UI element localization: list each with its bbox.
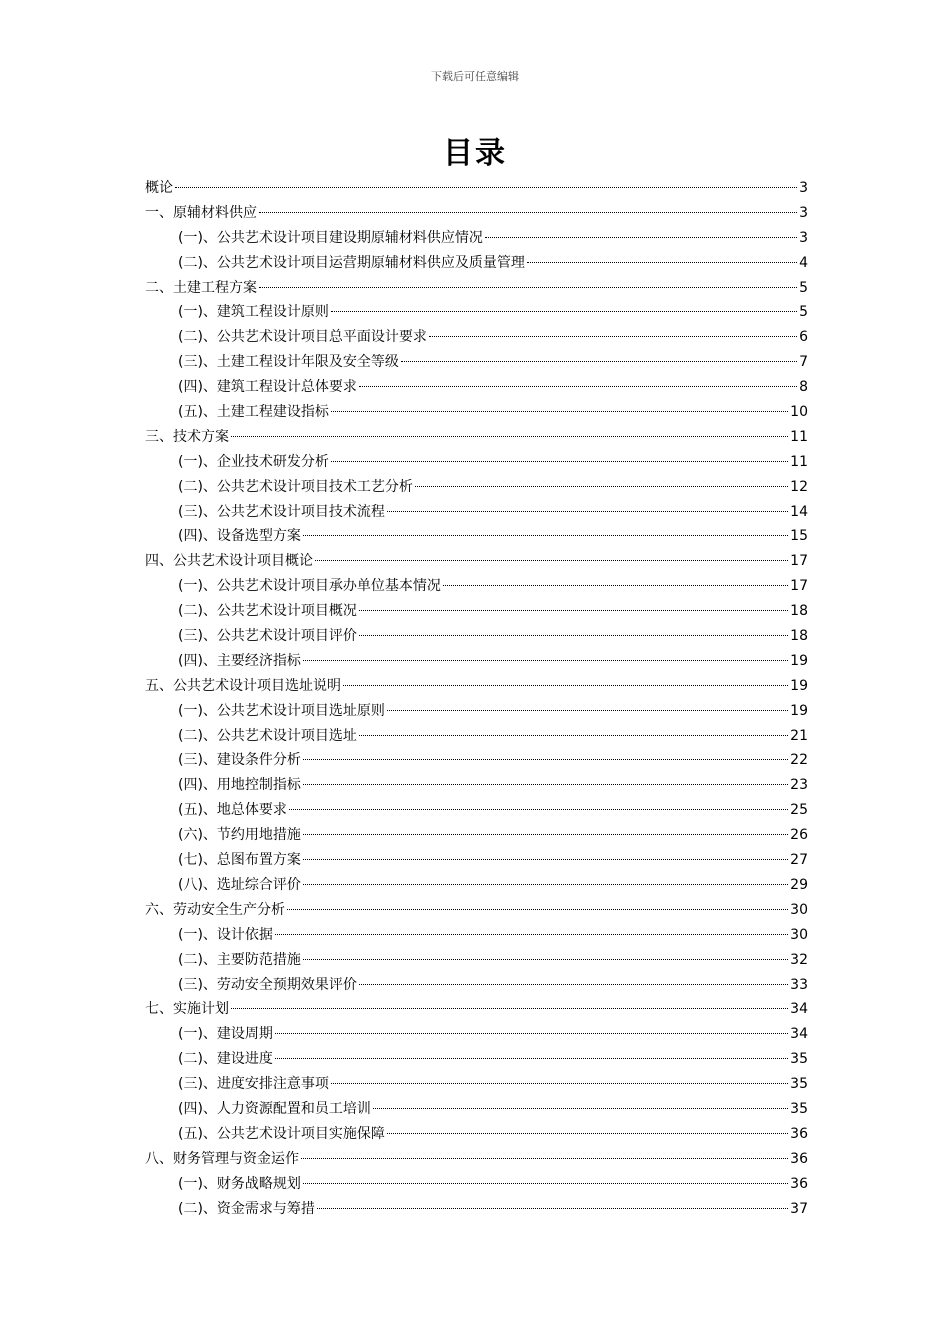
toc-entry[interactable] — [145, 276, 808, 301]
toc-entry-page: 36 — [790, 1150, 808, 1167]
toc-entry-label: (三)、公共艺术设计项目评价 — [178, 628, 357, 645]
toc-entry[interactable] — [145, 325, 808, 350]
toc-entry[interactable] — [145, 350, 808, 375]
toc-dot-leader — [275, 934, 788, 935]
toc-entry[interactable] — [145, 773, 808, 798]
toc-entry-page: 23 — [790, 777, 808, 794]
toc-dot-leader — [359, 735, 788, 736]
toc-entry-page: 3 — [799, 204, 808, 221]
toc-entry[interactable] — [145, 599, 808, 624]
toc-entry-page: 4 — [799, 254, 808, 271]
toc-dot-leader — [275, 1033, 788, 1034]
toc-entry-page: 8 — [799, 379, 808, 396]
toc-entry-label: (二)、公共艺术设计项目运营期原辅材料供应及质量管理 — [178, 254, 525, 271]
toc-entry-label: (二)、公共艺术设计项目选址 — [178, 727, 357, 744]
toc-dot-leader — [359, 984, 788, 985]
toc-dot-leader — [401, 361, 797, 362]
toc-entry[interactable] — [145, 1122, 808, 1147]
toc-entry[interactable] — [145, 475, 808, 500]
toc-dot-leader — [303, 884, 788, 885]
toc-entry[interactable] — [145, 524, 808, 549]
toc-entry-page: 22 — [790, 752, 808, 769]
toc-dot-leader — [303, 660, 788, 661]
table-of-contents — [145, 176, 808, 1221]
toc-dot-leader — [275, 1058, 788, 1059]
toc-entry-label: (一)、建设周期 — [178, 1026, 273, 1043]
toc-entry-page: 17 — [790, 553, 808, 570]
toc-dot-leader — [289, 809, 788, 810]
toc-entry-page: 18 — [790, 628, 808, 645]
toc-dot-leader — [387, 1133, 788, 1134]
toc-entry[interactable] — [145, 450, 808, 475]
toc-entry-label: (三)、公共艺术设计项目技术流程 — [178, 503, 385, 520]
toc-entry[interactable] — [145, 176, 808, 201]
toc-dot-leader — [359, 635, 788, 636]
toc-entry-page: 32 — [790, 951, 808, 968]
toc-entry[interactable] — [145, 1022, 808, 1047]
toc-entry[interactable] — [145, 923, 808, 948]
toc-entry-label: (七)、总图布置方案 — [178, 852, 301, 869]
toc-entry[interactable] — [145, 624, 808, 649]
toc-dot-leader — [331, 311, 797, 312]
toc-dot-leader — [303, 1183, 788, 1184]
toc-entry-label: (一)、财务战略规划 — [178, 1175, 301, 1192]
toc-dot-leader — [359, 610, 788, 611]
toc-entry[interactable] — [145, 549, 808, 574]
toc-dot-leader — [303, 834, 788, 835]
toc-dot-leader — [415, 486, 788, 487]
page-header: 下载后可任意编辑 — [431, 70, 519, 83]
toc-entry-page: 34 — [790, 1026, 808, 1043]
toc-entry[interactable] — [145, 201, 808, 226]
toc-dot-leader — [527, 262, 797, 263]
toc-entry-label: (三)、土建工程设计年限及安全等级 — [178, 354, 399, 371]
toc-entry[interactable] — [145, 226, 808, 251]
toc-dot-leader — [315, 560, 788, 561]
toc-entry-label: 四、公共艺术设计项目概论 — [145, 553, 313, 570]
toc-entry[interactable] — [145, 674, 808, 699]
toc-entry-label: (五)、土建工程建设指标 — [178, 404, 329, 421]
toc-entry[interactable] — [145, 699, 808, 724]
toc-entry-page: 19 — [790, 652, 808, 669]
toc-entry-label: (四)、建筑工程设计总体要求 — [178, 379, 357, 396]
toc-entry[interactable] — [145, 500, 808, 525]
toc-entry[interactable] — [145, 300, 808, 325]
toc-entry[interactable] — [145, 798, 808, 823]
toc-entry-label: (三)、建设条件分析 — [178, 752, 301, 769]
toc-entry[interactable] — [145, 400, 808, 425]
toc-dot-leader — [231, 1008, 788, 1009]
toc-dot-leader — [287, 909, 788, 910]
toc-entry[interactable] — [145, 997, 808, 1022]
toc-entry-page: 27 — [790, 852, 808, 869]
toc-entry-page: 37 — [790, 1200, 808, 1217]
toc-dot-leader — [175, 187, 797, 188]
toc-entry-page: 19 — [790, 677, 808, 694]
toc-entry-label: (五)、公共艺术设计项目实施保障 — [178, 1125, 385, 1142]
toc-entry-page: 26 — [790, 827, 808, 844]
toc-dot-leader — [317, 1208, 788, 1209]
toc-entry-page: 34 — [790, 1001, 808, 1018]
toc-dot-leader — [485, 237, 797, 238]
toc-entry[interactable] — [145, 948, 808, 973]
toc-dot-leader — [343, 685, 788, 686]
toc-entry[interactable] — [145, 973, 808, 998]
toc-entry[interactable] — [145, 848, 808, 873]
toc-entry-label: (四)、用地控制指标 — [178, 777, 301, 794]
page-title: 目录 — [443, 136, 507, 171]
toc-entry-page: 18 — [790, 603, 808, 620]
toc-dot-leader — [387, 710, 788, 711]
toc-entry-page: 6 — [799, 329, 808, 346]
toc-entry-page: 5 — [799, 279, 808, 296]
toc-entry-label: (一)、企业技术研发分析 — [178, 453, 329, 470]
toc-entry-label: 一、原辅材料供应 — [145, 204, 257, 221]
toc-entry-label: (二)、公共艺术设计项目概况 — [178, 603, 357, 620]
toc-entry-label: (三)、劳动安全预期效果评价 — [178, 976, 357, 993]
toc-entry-page: 3 — [799, 229, 808, 246]
toc-dot-leader — [303, 859, 788, 860]
toc-entry-page: 30 — [790, 926, 808, 943]
toc-entry-page: 14 — [790, 503, 808, 520]
toc-entry-label: (二)、公共艺术设计项目总平面设计要求 — [178, 329, 427, 346]
toc-entry-page: 36 — [790, 1175, 808, 1192]
toc-entry-label: (四)、人力资源配置和员工培训 — [178, 1100, 371, 1117]
toc-entry-label: (一)、公共艺术设计项目建设期原辅材料供应情况 — [178, 229, 483, 246]
toc-dot-leader — [259, 212, 797, 213]
toc-entry[interactable] — [145, 748, 808, 773]
toc-entry-label: (一)、公共艺术设计项目选址原则 — [178, 702, 385, 719]
toc-entry-label: (一)、公共艺术设计项目承办单位基本情况 — [178, 578, 441, 595]
toc-entry-page: 10 — [790, 404, 808, 421]
toc-entry-label: (八)、选址综合评价 — [178, 876, 301, 893]
toc-dot-leader — [331, 411, 788, 412]
toc-dot-leader — [331, 1083, 788, 1084]
toc-entry-page: 15 — [790, 528, 808, 545]
toc-dot-leader — [387, 511, 788, 512]
toc-entry[interactable] — [145, 1172, 808, 1197]
toc-entry[interactable] — [145, 1097, 808, 1122]
toc-entry[interactable] — [145, 649, 808, 674]
toc-entry-page: 7 — [799, 354, 808, 371]
toc-entry-label: (一)、设计依据 — [178, 926, 273, 943]
toc-entry-label: 六、劳动安全生产分析 — [145, 901, 285, 918]
toc-entry-page: 35 — [790, 1051, 808, 1068]
toc-dot-leader — [443, 585, 788, 586]
toc-entry-page: 30 — [790, 901, 808, 918]
toc-dot-leader — [373, 1108, 788, 1109]
toc-dot-leader — [429, 336, 797, 337]
toc-entry[interactable] — [145, 251, 808, 276]
toc-entry-label: 三、技术方案 — [145, 428, 229, 445]
toc-entry-label: (二)、建设进度 — [178, 1051, 273, 1068]
toc-entry-label: (一)、建筑工程设计原则 — [178, 304, 329, 321]
toc-entry[interactable] — [145, 724, 808, 749]
toc-dot-leader — [259, 287, 797, 288]
toc-entry[interactable] — [145, 1047, 808, 1072]
toc-entry[interactable] — [145, 898, 808, 923]
toc-entry-label: 二、土建工程方案 — [145, 279, 257, 296]
toc-entry-page: 29 — [790, 876, 808, 893]
toc-dot-leader — [231, 436, 788, 437]
toc-dot-leader — [301, 1158, 788, 1159]
toc-entry-label: (二)、公共艺术设计项目技术工艺分析 — [178, 478, 413, 495]
toc-dot-leader — [303, 959, 788, 960]
toc-entry-page: 36 — [790, 1125, 808, 1142]
toc-entry-label: (二)、主要防范措施 — [178, 951, 301, 968]
toc-entry[interactable] — [145, 1197, 808, 1222]
toc-entry-page: 17 — [790, 578, 808, 595]
toc-entry-label: (二)、资金需求与筹措 — [178, 1200, 315, 1217]
toc-entry-page: 12 — [790, 478, 808, 495]
toc-entry-page: 11 — [790, 428, 808, 445]
toc-entry-page: 21 — [790, 727, 808, 744]
toc-entry-label: (五)、地总体要求 — [178, 802, 287, 819]
toc-dot-leader — [303, 759, 788, 760]
toc-entry[interactable] — [145, 574, 808, 599]
toc-dot-leader — [303, 784, 788, 785]
toc-entry-page: 5 — [799, 304, 808, 321]
toc-entry-page: 3 — [799, 180, 808, 196]
toc-entry-label: (三)、进度安排注意事项 — [178, 1076, 329, 1093]
toc-dot-leader — [359, 386, 797, 387]
toc-entry-page: 35 — [790, 1076, 808, 1093]
toc-entry-label: 八、财务管理与资金运作 — [145, 1150, 299, 1167]
toc-entry[interactable] — [145, 1072, 808, 1097]
toc-entry-label: (四)、主要经济指标 — [178, 652, 301, 669]
toc-entry[interactable] — [145, 873, 808, 898]
toc-entry-label: (四)、设备选型方案 — [178, 528, 301, 545]
toc-entry-page: 35 — [790, 1100, 808, 1117]
toc-entry-label: (六)、节约用地措施 — [178, 827, 301, 844]
toc-entry[interactable] — [145, 1147, 808, 1172]
toc-entry[interactable] — [145, 425, 808, 450]
toc-entry-page: 33 — [790, 976, 808, 993]
toc-entry-label: 五、公共艺术设计项目选址说明 — [145, 677, 341, 694]
toc-entry-label: 概论 — [145, 180, 173, 196]
toc-entry-page: 25 — [790, 802, 808, 819]
toc-entry[interactable] — [145, 823, 808, 848]
toc-entry[interactable] — [145, 375, 808, 400]
toc-dot-leader — [303, 535, 788, 536]
toc-entry-page: 11 — [790, 453, 808, 470]
toc-entry-page: 19 — [790, 702, 808, 719]
toc-dot-leader — [331, 461, 788, 462]
toc-entry-label: 七、实施计划 — [145, 1001, 229, 1018]
